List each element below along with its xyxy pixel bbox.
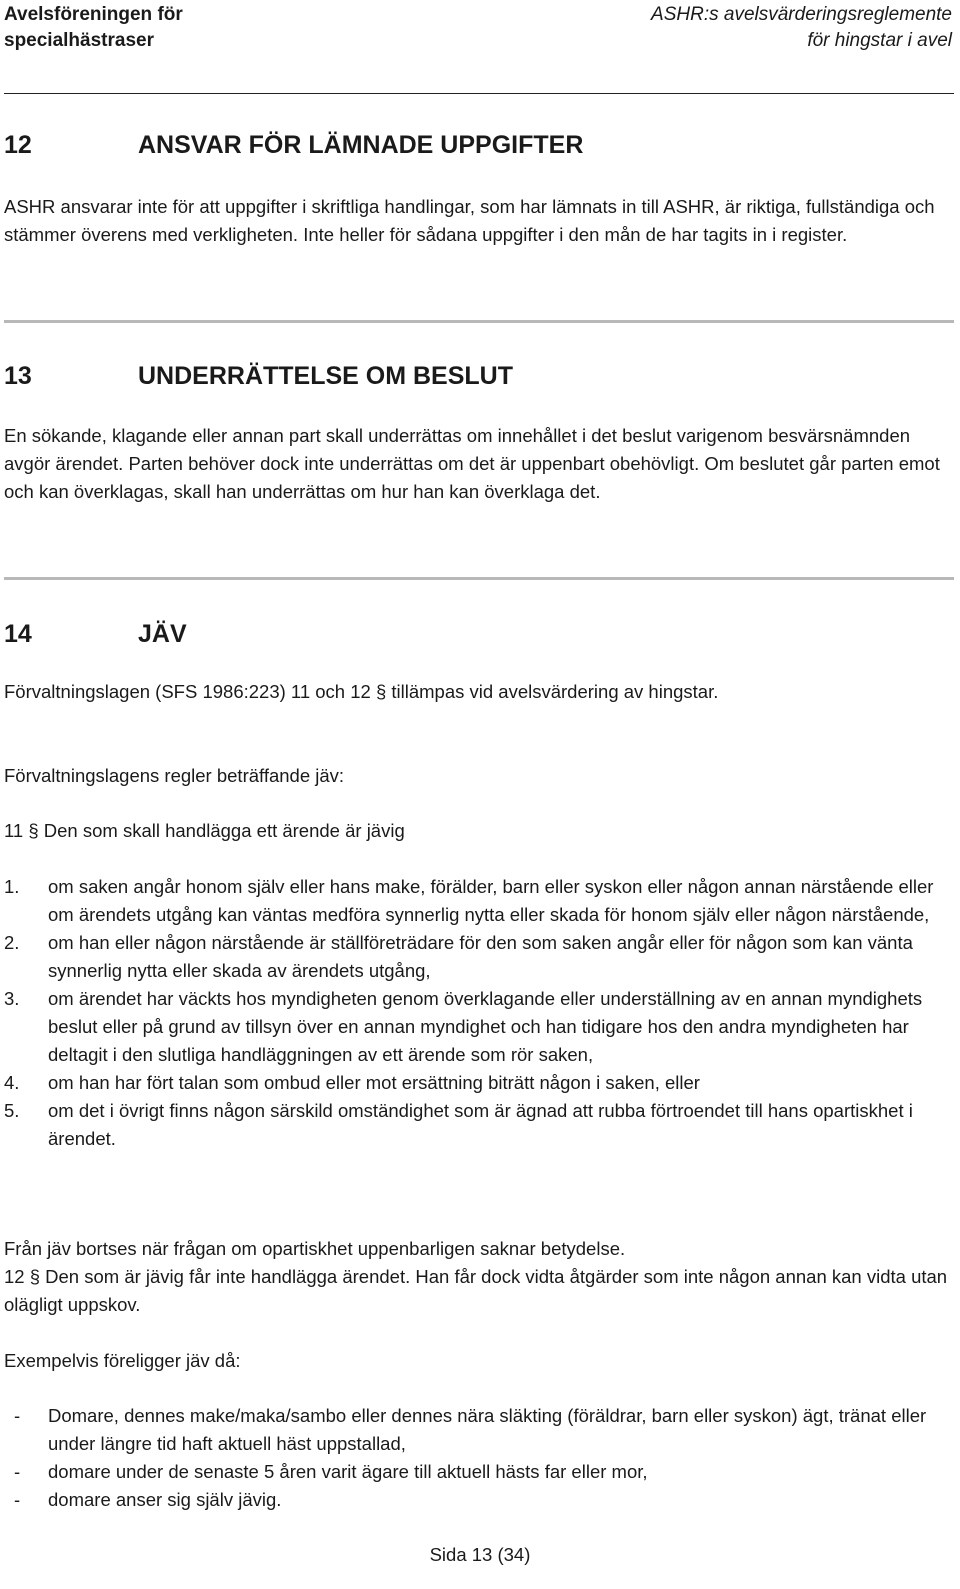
section-12-body: ASHR ansvarar inte för att uppgifter i skriftliga handlingar, som har lämnats in till ASHR, är riktiga, fullständiga och stämmer överens med verkligheten. Inte heller för sådana uppgifter i den mån de har tagits in i register. xyxy=(4,196,935,245)
section-divider xyxy=(4,577,954,580)
list-item xyxy=(4,1402,954,1458)
header-divider xyxy=(4,93,954,94)
section-number: 13 xyxy=(4,362,32,390)
item-text: domare under de senaste 5 åren varit ägare till aktuell hästs far eller mor, xyxy=(48,1461,648,1482)
item-text: om det i övrigt finns någon särskild omständighet som är ägnad att rubba förtroendet till hans opartiskhet i ärendet. xyxy=(48,1100,913,1149)
list-item xyxy=(4,1486,954,1514)
item-text: domare anser sig själv jävig. xyxy=(48,1489,282,1510)
org-line-1: Avelsföreningen för xyxy=(4,4,183,25)
section-divider xyxy=(4,320,954,323)
section-14-intro: Förvaltningslagen (SFS 1986:223) 11 och 12 § tillämpas vid avelsvärdering av hingstar. xyxy=(4,681,719,702)
item-text: om han har fört talan som ombud eller mot ersättning biträtt någon i saken, eller xyxy=(48,1072,700,1093)
dash-bullet: - xyxy=(14,1405,21,1426)
list-item xyxy=(4,873,954,929)
list-item xyxy=(4,1069,954,1097)
dash-bullet: - xyxy=(14,1461,21,1482)
organization-name xyxy=(4,2,183,54)
org-line-2: specialhästraser xyxy=(4,30,154,51)
item-text: om han eller någon närstående är ställföreträdare för den som saken angår eller för någon som kan vänta synnerlig nytta eller skada av ärendets utgång, xyxy=(48,932,913,981)
section-14-heading xyxy=(4,618,187,650)
rule-12-text: 12 § Den som är jävig får inte handlägga ärendet. Han får dock vidta åtgärder som inte någon annan kan vidta utan olägligt uppskov. xyxy=(4,1266,948,1315)
examples-heading: Exempelvis föreligger jäv då: xyxy=(4,1350,241,1371)
item-number: 3. xyxy=(4,988,20,1009)
list-item xyxy=(4,985,954,1069)
page-number: Sida 13 (34) xyxy=(429,1544,531,1565)
item-number: 1. xyxy=(4,876,20,897)
section-title: UNDERRÄTTELSE OM BESLUT xyxy=(138,362,513,390)
doc-line-1: ASHR:s avelsvärderingsreglemente xyxy=(651,4,952,25)
exception-text: Från jäv bortses när frågan om opartiskhet uppenbarligen saknar betydelse. xyxy=(4,1238,626,1259)
section-title: JÄV xyxy=(138,620,187,648)
doc-line-2: för hingstar i avel xyxy=(807,30,952,51)
item-text: Domare, dennes make/maka/sambo eller dennes nära släkting (föräldrar, barn eller syskon) ägt, tränat eller under längre tid haft aktuell häst uppstallad, xyxy=(48,1405,927,1454)
item-text: om saken angår honom själv eller hans make, förälder, barn eller syskon eller någon annan närstående eller om ärendets utgång kan väntas medföra synnerlig nytta eller skada för honom själv eller någon närstående, xyxy=(48,876,934,925)
list-item xyxy=(4,1458,954,1486)
document-title xyxy=(651,2,952,54)
item-text: om ärendet har väckts hos myndigheten genom överklagande eller underställning av en annan myndighets beslut eller på grund av tillsyn över en annan myndighet och han tidigare hos den andra myndigheten har deltagit i den slutliga handläggningen av ett ärende som rör saken, xyxy=(48,988,923,1065)
item-number: 4. xyxy=(4,1072,20,1093)
list-item xyxy=(4,1097,954,1153)
item-number: 2. xyxy=(4,932,20,953)
item-number: 5. xyxy=(4,1100,20,1121)
section-13-body: En sökande, klagande eller annan part skall underrättas om innehållet i det beslut varigenom besvärsnämnden avgör ärendet. Parten behöver dock inte underrättas om det är uppenbart obehövligt. Om beslutet går parten emot och kan överklagas, skall han underrättas om hur han kan överklaga det. xyxy=(4,425,940,502)
examples-list xyxy=(4,1402,954,1514)
section-12-heading xyxy=(4,129,583,161)
list-item xyxy=(4,929,954,985)
rules-heading: Förvaltningslagens regler beträffande jäv: xyxy=(4,765,345,786)
section-13-heading xyxy=(4,360,513,392)
rule-11-heading: 11 § Den som skall handlägga ett ärende är jävig xyxy=(4,820,405,841)
section-number: 14 xyxy=(4,620,32,648)
section-title: ANSVAR FÖR LÄMNADE UPPGIFTER xyxy=(138,131,584,159)
section-number: 12 xyxy=(4,131,32,159)
dash-bullet: - xyxy=(14,1489,21,1510)
rule-11-list xyxy=(4,873,954,1153)
